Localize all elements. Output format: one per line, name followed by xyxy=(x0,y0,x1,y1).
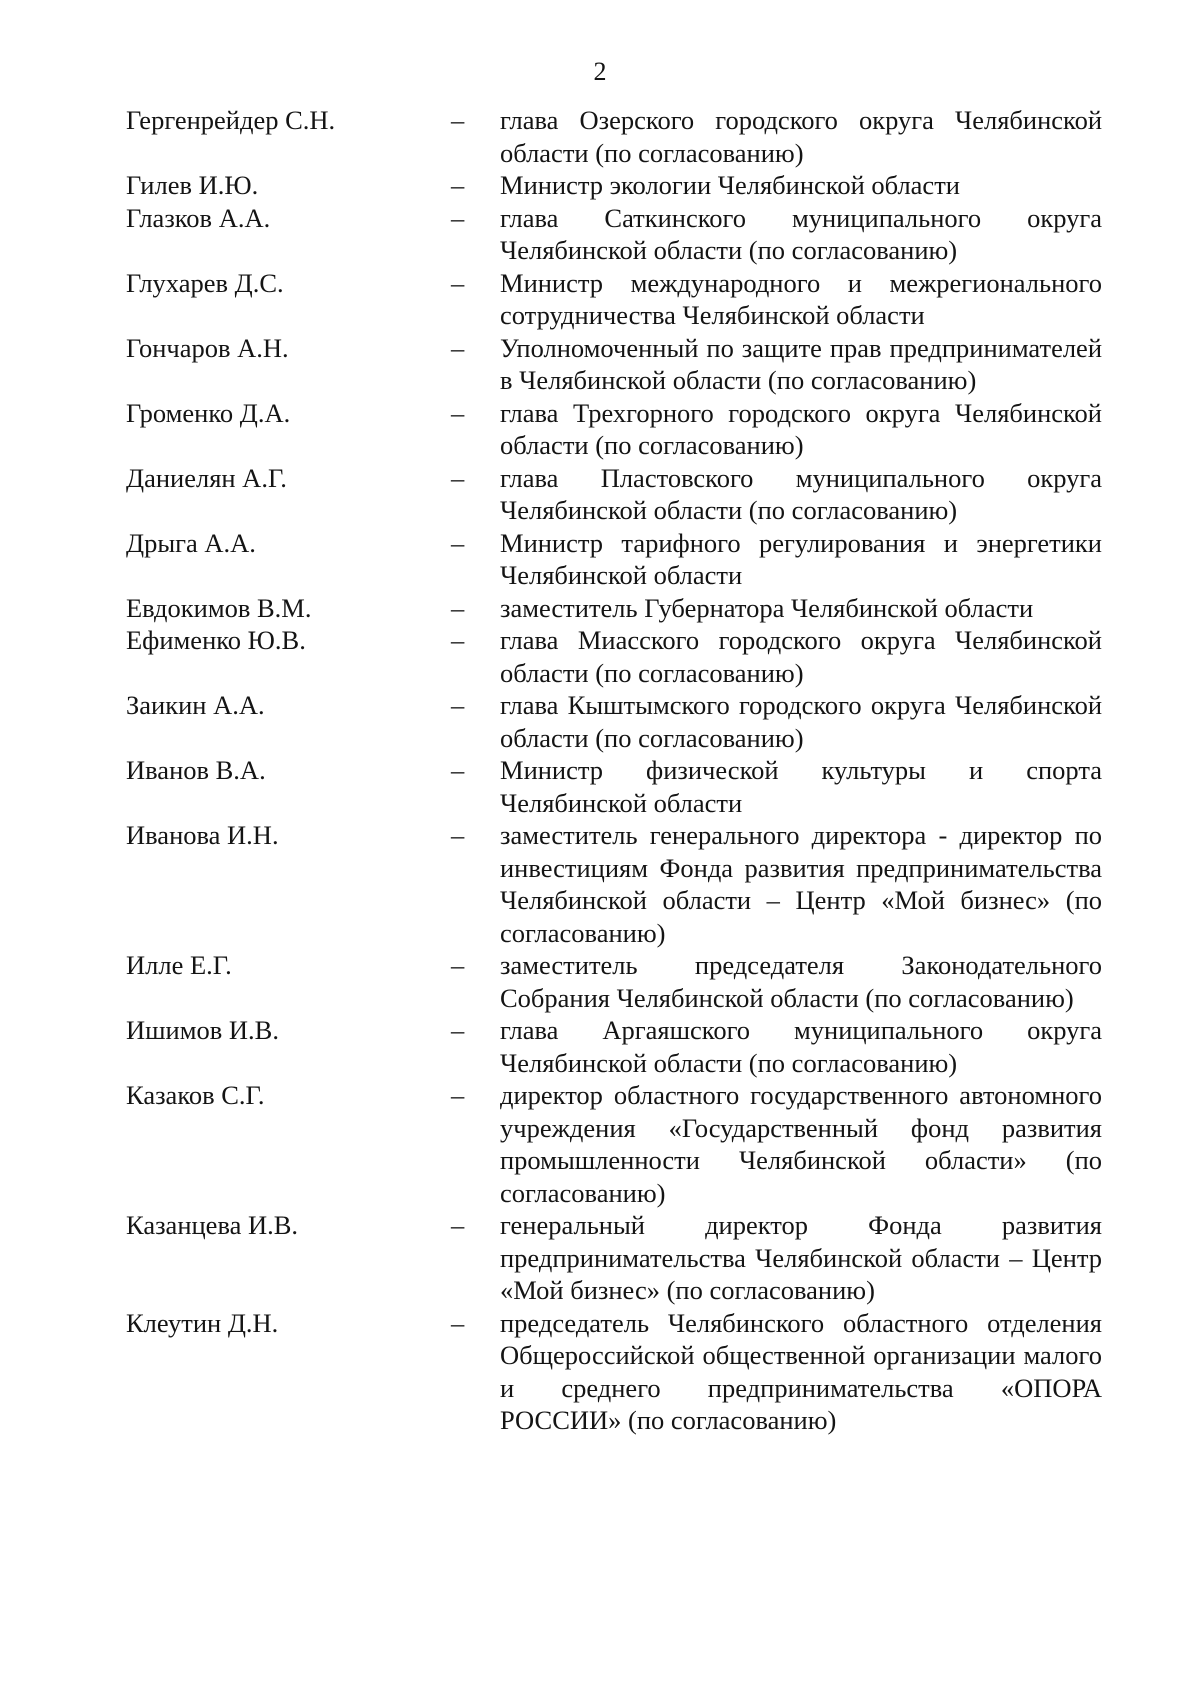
dash-separator: – xyxy=(451,820,465,850)
member-role: глава Миасского городского округа Челябинской области (по согласованию) xyxy=(500,625,1102,688)
member-role: Министр физической культуры и спорта Челябинской области xyxy=(500,755,1102,818)
member-name: Громенко Д.А. xyxy=(126,397,291,428)
member-name: Дрыга А.А. xyxy=(126,527,256,558)
member-role: Министр экологии Челябинской области xyxy=(500,170,960,200)
dash-separator: – xyxy=(451,170,465,200)
roster-entry xyxy=(126,462,1102,527)
member-name: Глухарев Д.С. xyxy=(126,267,284,298)
roster-entry xyxy=(126,689,1102,754)
member-name: Гергенрейдер С.Н. xyxy=(126,105,336,135)
roster-entry xyxy=(126,592,1102,625)
roster-entry xyxy=(126,1014,1102,1079)
roster-entry xyxy=(126,267,1102,332)
member-role: директор областного государственного автономного учреждения «Государственный фонд развития промышленности Челябинской области» (по согласованию) xyxy=(500,1080,1102,1208)
roster-entry xyxy=(126,754,1102,819)
member-role: заместитель Губернатора Челябинской области xyxy=(500,592,1034,623)
dash-separator: – xyxy=(451,592,465,623)
dash-separator: – xyxy=(451,1015,465,1045)
member-name: Даниелян А.Г. xyxy=(126,462,287,493)
member-name: Казанцева И.В. xyxy=(126,1210,299,1240)
member-role: председатель Челябинского областного отделения Общероссийской общественной организации малого и среднего предпринимательства «ОПОРА РОССИИ» (по согласованию) xyxy=(500,1307,1102,1435)
member-name: Иванов В.А. xyxy=(126,755,266,785)
dash-separator: – xyxy=(451,397,465,428)
member-role: глава Аргаяшского муниципального округа Челябинской области (по согласованию) xyxy=(500,1015,1102,1078)
dash-separator: – xyxy=(451,1210,465,1240)
member-name: Заикин А.А. xyxy=(126,690,265,720)
member-name: Глазков А.А. xyxy=(126,202,271,233)
member-name: Иванова И.Н. xyxy=(126,820,279,850)
member-roster xyxy=(126,104,1102,1437)
roster-entry xyxy=(126,527,1102,592)
member-role: глава Пластовского муниципального округа Челябинской области (по согласованию) xyxy=(500,462,1102,525)
roster-entry xyxy=(126,1079,1102,1209)
member-name: Клеутин Д.Н. xyxy=(126,1307,279,1338)
dash-separator: – xyxy=(451,755,465,785)
dash-separator: – xyxy=(451,462,465,493)
member-name: Гончаров А.Н. xyxy=(126,332,289,363)
dash-separator: – xyxy=(451,690,465,720)
roster-entry xyxy=(126,819,1102,949)
roster-entry xyxy=(126,332,1102,397)
roster-entry xyxy=(126,1209,1102,1307)
roster-entry xyxy=(126,1307,1102,1437)
dash-separator: – xyxy=(451,267,465,298)
roster-entry xyxy=(126,949,1102,1014)
dash-separator: – xyxy=(451,625,465,655)
member-role: глава Трехгорного городского округа Челябинской области (по согласованию) xyxy=(500,397,1102,460)
roster-entry xyxy=(126,397,1102,462)
member-role: заместитель генерального директора - директор по инвестициям Фонда развития предпринимательства Челябинской области – Центр «Мой бизнес» (по согласованию) xyxy=(500,820,1102,948)
member-name: Ишимов И.В. xyxy=(126,1015,279,1045)
member-name: Евдокимов В.М. xyxy=(126,592,312,623)
member-role: Уполномоченный по защите прав предпринимателей в Челябинской области (по согласованию) xyxy=(500,332,1102,395)
roster-entry xyxy=(126,104,1102,169)
member-name: Гилев И.Ю. xyxy=(126,170,259,200)
member-name: Казаков С.Г. xyxy=(126,1080,265,1110)
dash-separator: – xyxy=(451,1307,465,1338)
member-name: Ефименко Ю.В. xyxy=(126,625,306,655)
member-role: Министр тарифного регулирования и энергетики Челябинской области xyxy=(500,527,1102,590)
dash-separator: – xyxy=(451,332,465,363)
member-role: генеральный директор Фонда развития предпринимательства Челябинской области – Центр «Мой бизнес» (по согласованию) xyxy=(500,1210,1102,1305)
dash-separator: – xyxy=(451,105,465,135)
roster-entry xyxy=(126,202,1102,267)
dash-separator: – xyxy=(451,527,465,558)
roster-entry xyxy=(126,624,1102,689)
dash-separator: – xyxy=(451,1080,465,1110)
member-role: глава Кыштымского городского округа Челябинской области (по согласованию) xyxy=(500,690,1102,753)
member-name: Илле Е.Г. xyxy=(126,950,232,980)
member-role: Министр международного и межрегионального сотрудничества Челябинской области xyxy=(500,267,1102,330)
page-number: 2 xyxy=(593,57,607,86)
roster-entry xyxy=(126,169,1102,202)
member-role: глава Озерского городского округа Челябинской области (по согласованию) xyxy=(500,105,1102,168)
member-role: заместитель председателя Законодательного Собрания Челябинской области (по согласованию) xyxy=(500,950,1102,1013)
dash-separator: – xyxy=(451,950,465,980)
member-role: глава Саткинского муниципального округа Челябинской области (по согласованию) xyxy=(500,202,1102,265)
dash-separator: – xyxy=(451,202,465,233)
